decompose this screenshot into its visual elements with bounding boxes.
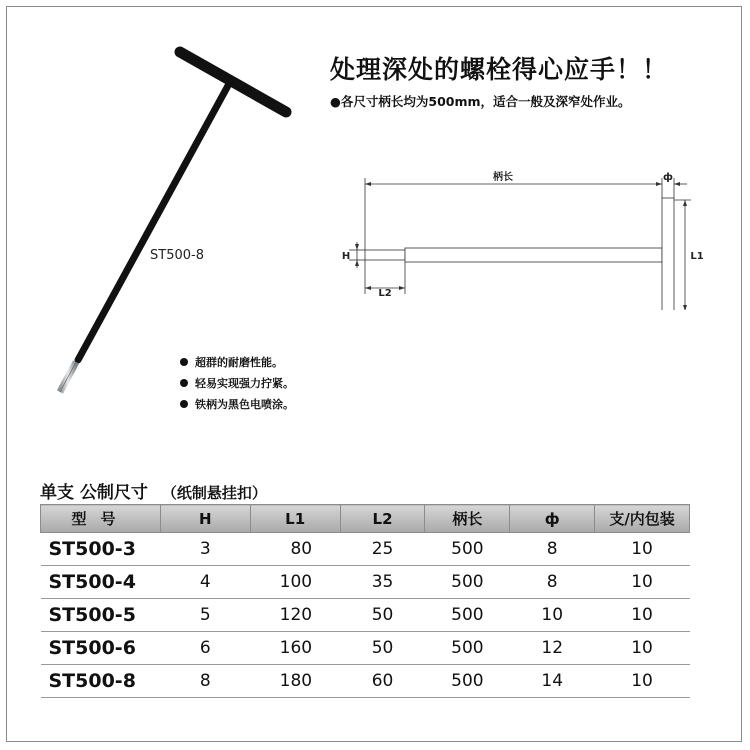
cell-phi: 8 [510,533,595,566]
cell-l2: 50 [340,599,425,632]
header-l1: L1 [250,505,340,533]
t-handle-wrench-illustration [30,30,320,410]
feature-item [180,377,294,398]
cell-model: ST500-3 [41,533,161,566]
cell-h: 3 [160,533,250,566]
cell-h: 8 [160,665,250,698]
cell-pack: 10 [595,632,690,665]
header-model: 型号 [41,505,161,533]
cell-h: 4 [160,566,250,599]
feature-text: 铁柄为黑色电喷涂。 [195,398,294,411]
table-title-main: 单支 公制尺寸 [40,483,148,503]
header-pack: 支/内包装 [595,505,690,533]
table-row [41,533,690,566]
drawing-shaft [405,248,662,262]
dim-l1-label: L1 [690,251,704,262]
cell-l2: 60 [340,665,425,698]
bullet-dot-icon [180,358,188,366]
bullet-dot-icon [180,379,188,387]
spec-table [40,504,690,698]
cell-l1: 160 [250,632,340,665]
t-handle-shaft [78,82,230,360]
cell-l1: 120 [250,599,340,632]
cell-handle-length: 500 [425,566,510,599]
cell-handle-length: 500 [425,632,510,665]
cell-phi: 10 [510,599,595,632]
cell-pack: 10 [595,566,690,599]
cell-l1: 80 [250,533,340,566]
cell-model: ST500-5 [41,599,161,632]
cell-model: ST500-8 [41,665,161,698]
hex-tip-edge [60,362,76,392]
headline: 处理深处的螺栓得心应手！！ [330,55,669,84]
tool-model-label: ST500-8 [150,248,204,263]
cell-l2: 50 [340,632,425,665]
header-handle-length: 柄长 [425,505,510,533]
table-title-sub: （纸制悬挂扣） [161,484,267,502]
dim-phi-label: ф [663,172,673,183]
cell-model: ST500-6 [41,632,161,665]
cell-h: 6 [160,632,250,665]
dim-l2-label: L2 [378,288,392,299]
drawing-crossbar [662,198,674,310]
table-title [40,478,267,503]
cell-model: ST500-4 [41,566,161,599]
feature-text: 超群的耐磨性能。 [195,356,283,369]
drawing-tip [365,250,405,260]
cell-pack: 10 [595,533,690,566]
cell-handle-length: 500 [425,533,510,566]
header-l2: L2 [340,505,425,533]
feature-text: 轻易实现强力拧紧。 [195,377,294,390]
cell-pack: 10 [595,599,690,632]
cell-l1: 180 [250,665,340,698]
cell-handle-length: 500 [425,599,510,632]
dim-h-label: H [341,251,351,262]
cell-phi: 12 [510,632,595,665]
table-header-row [41,505,690,533]
table-row [41,632,690,665]
feature-item [180,398,294,419]
cell-l2: 25 [340,533,425,566]
header-phi: ф [510,505,595,533]
dim-handle-length-label: 柄长 [493,172,513,183]
header-h: H [160,505,250,533]
table-row [41,599,690,632]
table-row [41,566,690,599]
table-row [41,665,690,698]
feature-list [180,356,294,419]
subline: ●各尺寸柄长均为500mm，适合一般及深窄处作业。 [330,94,631,109]
cell-handle-length: 500 [425,665,510,698]
cell-phi: 8 [510,566,595,599]
feature-item [180,356,294,377]
cell-l1: 100 [250,566,340,599]
cell-pack: 10 [595,665,690,698]
cell-phi: 14 [510,665,595,698]
dimension-drawing [335,170,705,310]
cell-h: 5 [160,599,250,632]
bullet-dot-icon [180,400,188,408]
cell-l2: 35 [340,566,425,599]
